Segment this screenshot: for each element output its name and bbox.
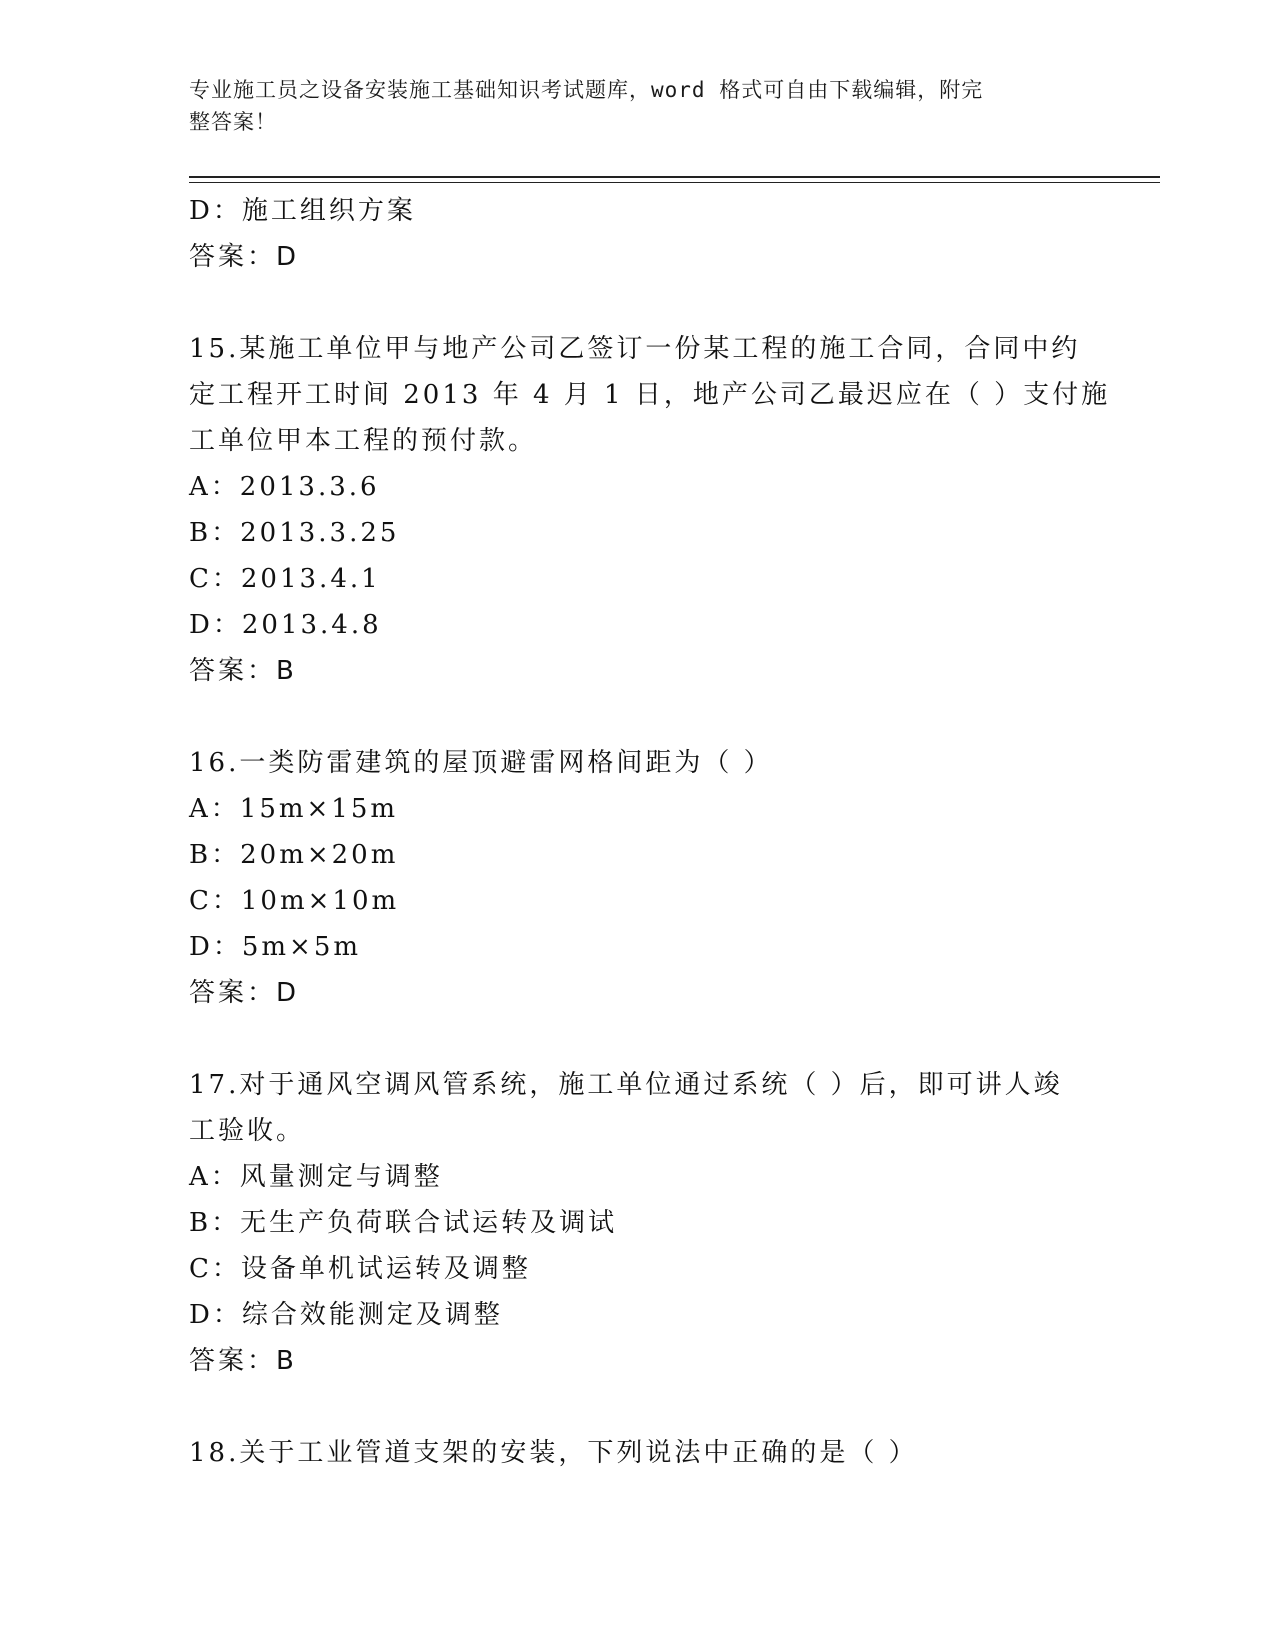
stem-line: 定工程开工时间 2013 年 4 月 1 日，地产公司乙最迟应在（ ）支付施 [189,380,1111,410]
question-17-stem [189,1062,1079,1154]
option-d: D：施工组织方案 [189,196,416,226]
question-15-stem [189,326,1111,464]
option-a: A：风量测定与调整 [189,1162,443,1192]
question-18-stem [189,1430,1079,1476]
spacer [189,1016,1089,1062]
header-divider-thin [189,182,1160,183]
option-d: D：综合效能测定及调整 [189,1300,503,1330]
answer: 答案：D [189,242,300,272]
spacer [189,1384,1089,1430]
stem-line: 16.一类防雷建筑的屋顶避雷网格间距为（ ） [189,748,773,778]
stem-line: 15.某施工单位甲与地产公司乙签订一份某工程的施工合同，合同中约 [189,334,1081,364]
stem-line: 18.关于工业管道支架的安装，下列说法中正确的是（ ） [189,1438,918,1468]
header-line-2: 整答案！ [189,110,277,134]
option-a: A：2013.3.6 [189,472,380,502]
option-c: C：设备单机试运转及调整 [189,1254,531,1284]
stem-line: 17.对于通风空调风管系统，施工单位通过系统（ ）后，即可讲人竣 [189,1070,1063,1100]
answer: 答案：B [189,656,297,686]
header-line-1: 专业施工员之设备安装施工基础知识考试题库，word 格式可自由下载编辑，附完 [189,78,984,102]
answer: 答案：D [189,978,300,1008]
header-divider [189,176,1160,178]
option-b: B：无生产负荷联合试运转及调试 [189,1208,618,1238]
option-d: D：5m×5m [189,932,362,962]
option-c: C：10m×10m [189,886,400,916]
option-b: B：2013.3.25 [189,518,400,548]
stem-line: 工验收。 [189,1116,306,1146]
option-b: B：20m×20m [189,840,399,870]
spacer [189,280,1089,326]
option-c: C：2013.4.1 [189,564,381,594]
question-list [189,188,1111,1476]
spacer [189,694,1089,740]
document-header [189,74,1069,138]
option-d: D：2013.4.8 [189,610,382,640]
question-16-stem [189,740,1079,786]
answer: 答案：B [189,1346,297,1376]
stem-line: 工单位甲本工程的预付款。 [189,426,538,456]
option-a: A：15m×15m [189,794,399,824]
